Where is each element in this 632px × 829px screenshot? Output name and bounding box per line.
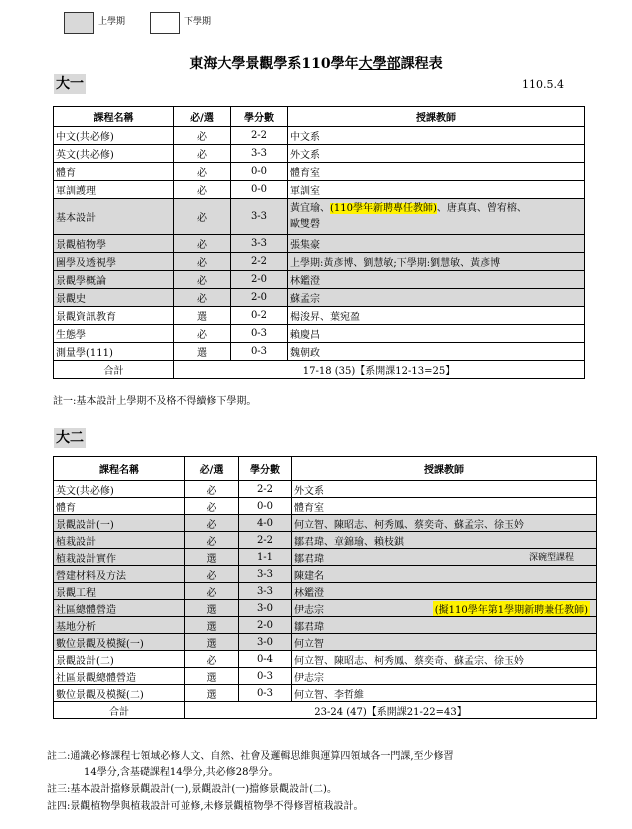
year1-label: 大一 — [56, 76, 84, 92]
course-type: 必 — [174, 235, 231, 253]
year1-header-row — [54, 107, 585, 127]
course-type: 選 — [174, 307, 231, 325]
year2-label: 大二 — [56, 430, 84, 446]
course-name: 體育 — [54, 163, 174, 181]
note-4: 註四:景觀植物學與植栽設計可並修,未修景觀植物學不得修習植栽設計。 — [47, 801, 364, 812]
course-teacher: 外文系 — [292, 481, 597, 498]
course-credits: 3-3 — [231, 145, 288, 163]
course-credits: 3-0 — [239, 600, 292, 617]
legend-first-semester-label: 上學期 — [98, 17, 126, 27]
course-credits: 0-3 — [231, 325, 288, 343]
col-required-elective: 必/選 — [185, 457, 239, 481]
course-type: 必 — [185, 651, 239, 668]
course-credits: 4-0 — [239, 515, 292, 532]
course-credits: 2-2 — [231, 253, 288, 271]
new-teacher-highlight: (110學年新聘專任教師) — [330, 202, 437, 214]
course-name: 中文(共必修) — [54, 127, 174, 145]
course-teacher: 軍訓室 — [288, 181, 585, 199]
total-label: 合計 — [54, 702, 185, 719]
course-name: 英文(共必修) — [54, 481, 185, 498]
course-type: 選 — [185, 600, 239, 617]
course-teacher: 伊志宗 — [292, 668, 597, 685]
table-row — [54, 532, 597, 549]
course-credits: 0-0 — [239, 498, 292, 515]
table-row — [54, 163, 585, 181]
table-row — [54, 343, 585, 361]
table-row — [54, 127, 585, 145]
col-teacher: 授課教師 — [288, 107, 585, 127]
table-row — [54, 498, 597, 515]
course-teacher: 中文系 — [288, 127, 585, 145]
course-type: 必 — [174, 253, 231, 271]
course-teacher: 蘇孟宗 — [288, 289, 585, 307]
table-row — [54, 634, 597, 651]
course-credits: 0-3 — [231, 343, 288, 361]
year2-header-row — [54, 457, 597, 481]
course-name: 營建材料及方法 — [54, 566, 185, 583]
course-name: 景觀學概論 — [54, 271, 174, 289]
course-credits: 1-1 — [239, 549, 292, 566]
course-name: 數位景觀及模擬(二) — [54, 685, 185, 702]
col-course-name: 課程名稱 — [54, 107, 174, 127]
course-teacher: 何立智、陳昭志、柯秀鳳、蔡奕奇、蘇孟宗、徐玉妗 — [292, 515, 597, 532]
course-name: 植栽設計 — [54, 532, 185, 549]
course-type: 必 — [185, 583, 239, 600]
deep-bowl-course-tag: 深碗型課程 — [528, 552, 574, 563]
course-type: 必 — [174, 127, 231, 145]
course-type: 必 — [185, 566, 239, 583]
course-teacher: 鄒君瑋、章錦瑜、賴枝錤 — [292, 532, 597, 549]
course-name: 社區景觀總體營造 — [54, 668, 185, 685]
course-teacher: 賴慶昌 — [288, 325, 585, 343]
course-teacher: 體育室 — [288, 163, 585, 181]
table-row — [54, 271, 585, 289]
table-row — [54, 583, 597, 600]
table-row — [54, 199, 585, 235]
course-credits: 3-3 — [231, 199, 288, 235]
course-name: 數位景觀及模擬(一) — [54, 634, 185, 651]
year1-table — [53, 106, 585, 379]
course-type: 必 — [174, 163, 231, 181]
table-row — [54, 325, 585, 343]
course-credits: 0-0 — [231, 181, 288, 199]
col-required-elective: 必/選 — [174, 107, 231, 127]
note-1: 註一:基本設計上學期不及格不得續修下學期。 — [53, 396, 257, 407]
course-type: 選 — [185, 549, 239, 566]
legend-second-semester-label: 下學期 — [184, 17, 212, 27]
table-row — [54, 145, 585, 163]
course-credits: 2-2 — [239, 532, 292, 549]
table-row — [54, 235, 585, 253]
total-value: 17-18 (35)【系開課12-13=25】 — [174, 361, 585, 379]
course-credits: 3-3 — [239, 583, 292, 600]
title-underlined: 大學部 — [358, 56, 401, 72]
course-name: 測量學(111) — [54, 343, 174, 361]
course-type: 必 — [185, 481, 239, 498]
course-teacher: 外文系 — [288, 145, 585, 163]
col-credits: 學分數 — [239, 457, 292, 481]
course-type: 必 — [185, 498, 239, 515]
course-credits: 3-3 — [231, 235, 288, 253]
course-teacher: 何立智、李哲維 — [292, 685, 597, 702]
course-name: 景觀植物學 — [54, 235, 174, 253]
table-row — [54, 181, 585, 199]
course-name: 景觀工程 — [54, 583, 185, 600]
note-2-line1: 註二:通識必修課程七領域必修人文、自然、社會及邏輯思維與運算四領域各一門課,至少修習 — [47, 751, 454, 762]
course-credits: 2-2 — [239, 481, 292, 498]
course-name: 景觀資訊教育 — [54, 307, 174, 325]
table-row — [54, 600, 597, 617]
course-name: 生態學 — [54, 325, 174, 343]
table-row — [54, 651, 597, 668]
course-name: 景觀史 — [54, 289, 174, 307]
document-date: 110.5.4 — [522, 78, 564, 91]
course-name: 景觀設計(一) — [54, 515, 185, 532]
adjunct-teacher-highlight: (擬110學年第1學期新聘兼任教師) — [433, 601, 590, 616]
course-name: 景觀設計(二) — [54, 651, 185, 668]
course-credits: 0-3 — [239, 668, 292, 685]
course-teacher: 楊浚昇、葉宛盈 — [288, 307, 585, 325]
course-credits: 0-4 — [239, 651, 292, 668]
course-type: 選 — [174, 343, 231, 361]
course-type: 必 — [174, 325, 231, 343]
course-credits: 3-0 — [239, 634, 292, 651]
course-credits: 3-3 — [239, 566, 292, 583]
total-value: 23-24 (47)【系開課21-22=43】 — [185, 702, 597, 719]
table-row — [54, 549, 597, 566]
course-teacher: 林鑑澄 — [292, 583, 597, 600]
course-credits: 2-0 — [231, 289, 288, 307]
course-teacher: 上學期:黃彥博、劉慧敏;下學期:劉慧敏、黃彥博 — [288, 253, 585, 271]
course-type: 必 — [174, 145, 231, 163]
course-type: 選 — [185, 685, 239, 702]
course-name: 英文(共必修) — [54, 145, 174, 163]
table-row — [54, 481, 597, 498]
course-name: 圖學及透視學 — [54, 253, 174, 271]
course-credits: 0-2 — [231, 307, 288, 325]
course-teacher: 鄒君瑋 深碗型課程 — [292, 549, 597, 566]
course-name: 基地分析 — [54, 617, 185, 634]
course-name: 軍訓護理 — [54, 181, 174, 199]
course-type: 必 — [174, 271, 231, 289]
col-credits: 學分數 — [231, 107, 288, 127]
course-teacher: 何立智 — [292, 634, 597, 651]
course-teacher: 林鑑澄 — [288, 271, 585, 289]
note-2-line2: 14學分,含基礎課程14學分,共必修28學分。 — [84, 767, 279, 778]
course-teacher: 黃宜瑜、(110學年新聘專任教師)、唐真真、曾宥榕、 歐雙磬 — [288, 199, 585, 235]
year2-table — [53, 456, 597, 719]
note-3: 註三:基本設計擋修景觀設計(一),景觀設計(一)擋修景觀設計(二)。 — [47, 784, 337, 795]
course-credits: 0-3 — [239, 685, 292, 702]
year1-total-row — [54, 361, 585, 379]
course-name: 社區總體營造 — [54, 600, 185, 617]
course-type: 必 — [185, 515, 239, 532]
course-type: 必 — [174, 289, 231, 307]
table-row — [54, 566, 597, 583]
course-type: 選 — [185, 617, 239, 634]
course-type: 選 — [185, 668, 239, 685]
course-type: 必 — [174, 199, 231, 235]
course-teacher: 體育室 — [292, 498, 597, 515]
course-teacher: 魏朝政 — [288, 343, 585, 361]
table-row — [54, 253, 585, 271]
course-credits: 2-0 — [231, 271, 288, 289]
table-row — [54, 289, 585, 307]
course-name: 體育 — [54, 498, 185, 515]
course-name: 植栽設計實作 — [54, 549, 185, 566]
col-teacher: 授課教師 — [292, 457, 597, 481]
course-teacher: 伊志宗 (擬110學年第1學期新聘兼任教師) — [292, 600, 597, 617]
year2-total-row — [54, 702, 597, 719]
col-course-name: 課程名稱 — [54, 457, 185, 481]
page-title: 東海大學景觀學系110學年大學部課程表 — [189, 56, 443, 72]
course-teacher: 陳建名 — [292, 566, 597, 583]
total-label: 合計 — [54, 361, 174, 379]
course-teacher: 鄒君瑋 — [292, 617, 597, 634]
legend-second-semester-swatch — [150, 12, 180, 34]
course-type: 必 — [174, 181, 231, 199]
course-type: 選 — [185, 634, 239, 651]
course-credits: 0-0 — [231, 163, 288, 181]
table-row — [54, 685, 597, 702]
table-row — [54, 617, 597, 634]
course-credits: 2-2 — [231, 127, 288, 145]
legend-first-semester-swatch — [64, 12, 94, 34]
table-row — [54, 307, 585, 325]
table-row — [54, 668, 597, 685]
table-row — [54, 515, 597, 532]
course-teacher: 何立智、陳昭志、柯秀鳳、蔡奕奇、蘇孟宗、徐玉妗 — [292, 651, 597, 668]
course-type: 必 — [185, 532, 239, 549]
course-credits: 2-0 — [239, 617, 292, 634]
course-name: 基本設計 — [54, 199, 174, 235]
course-teacher: 張集豪 — [288, 235, 585, 253]
